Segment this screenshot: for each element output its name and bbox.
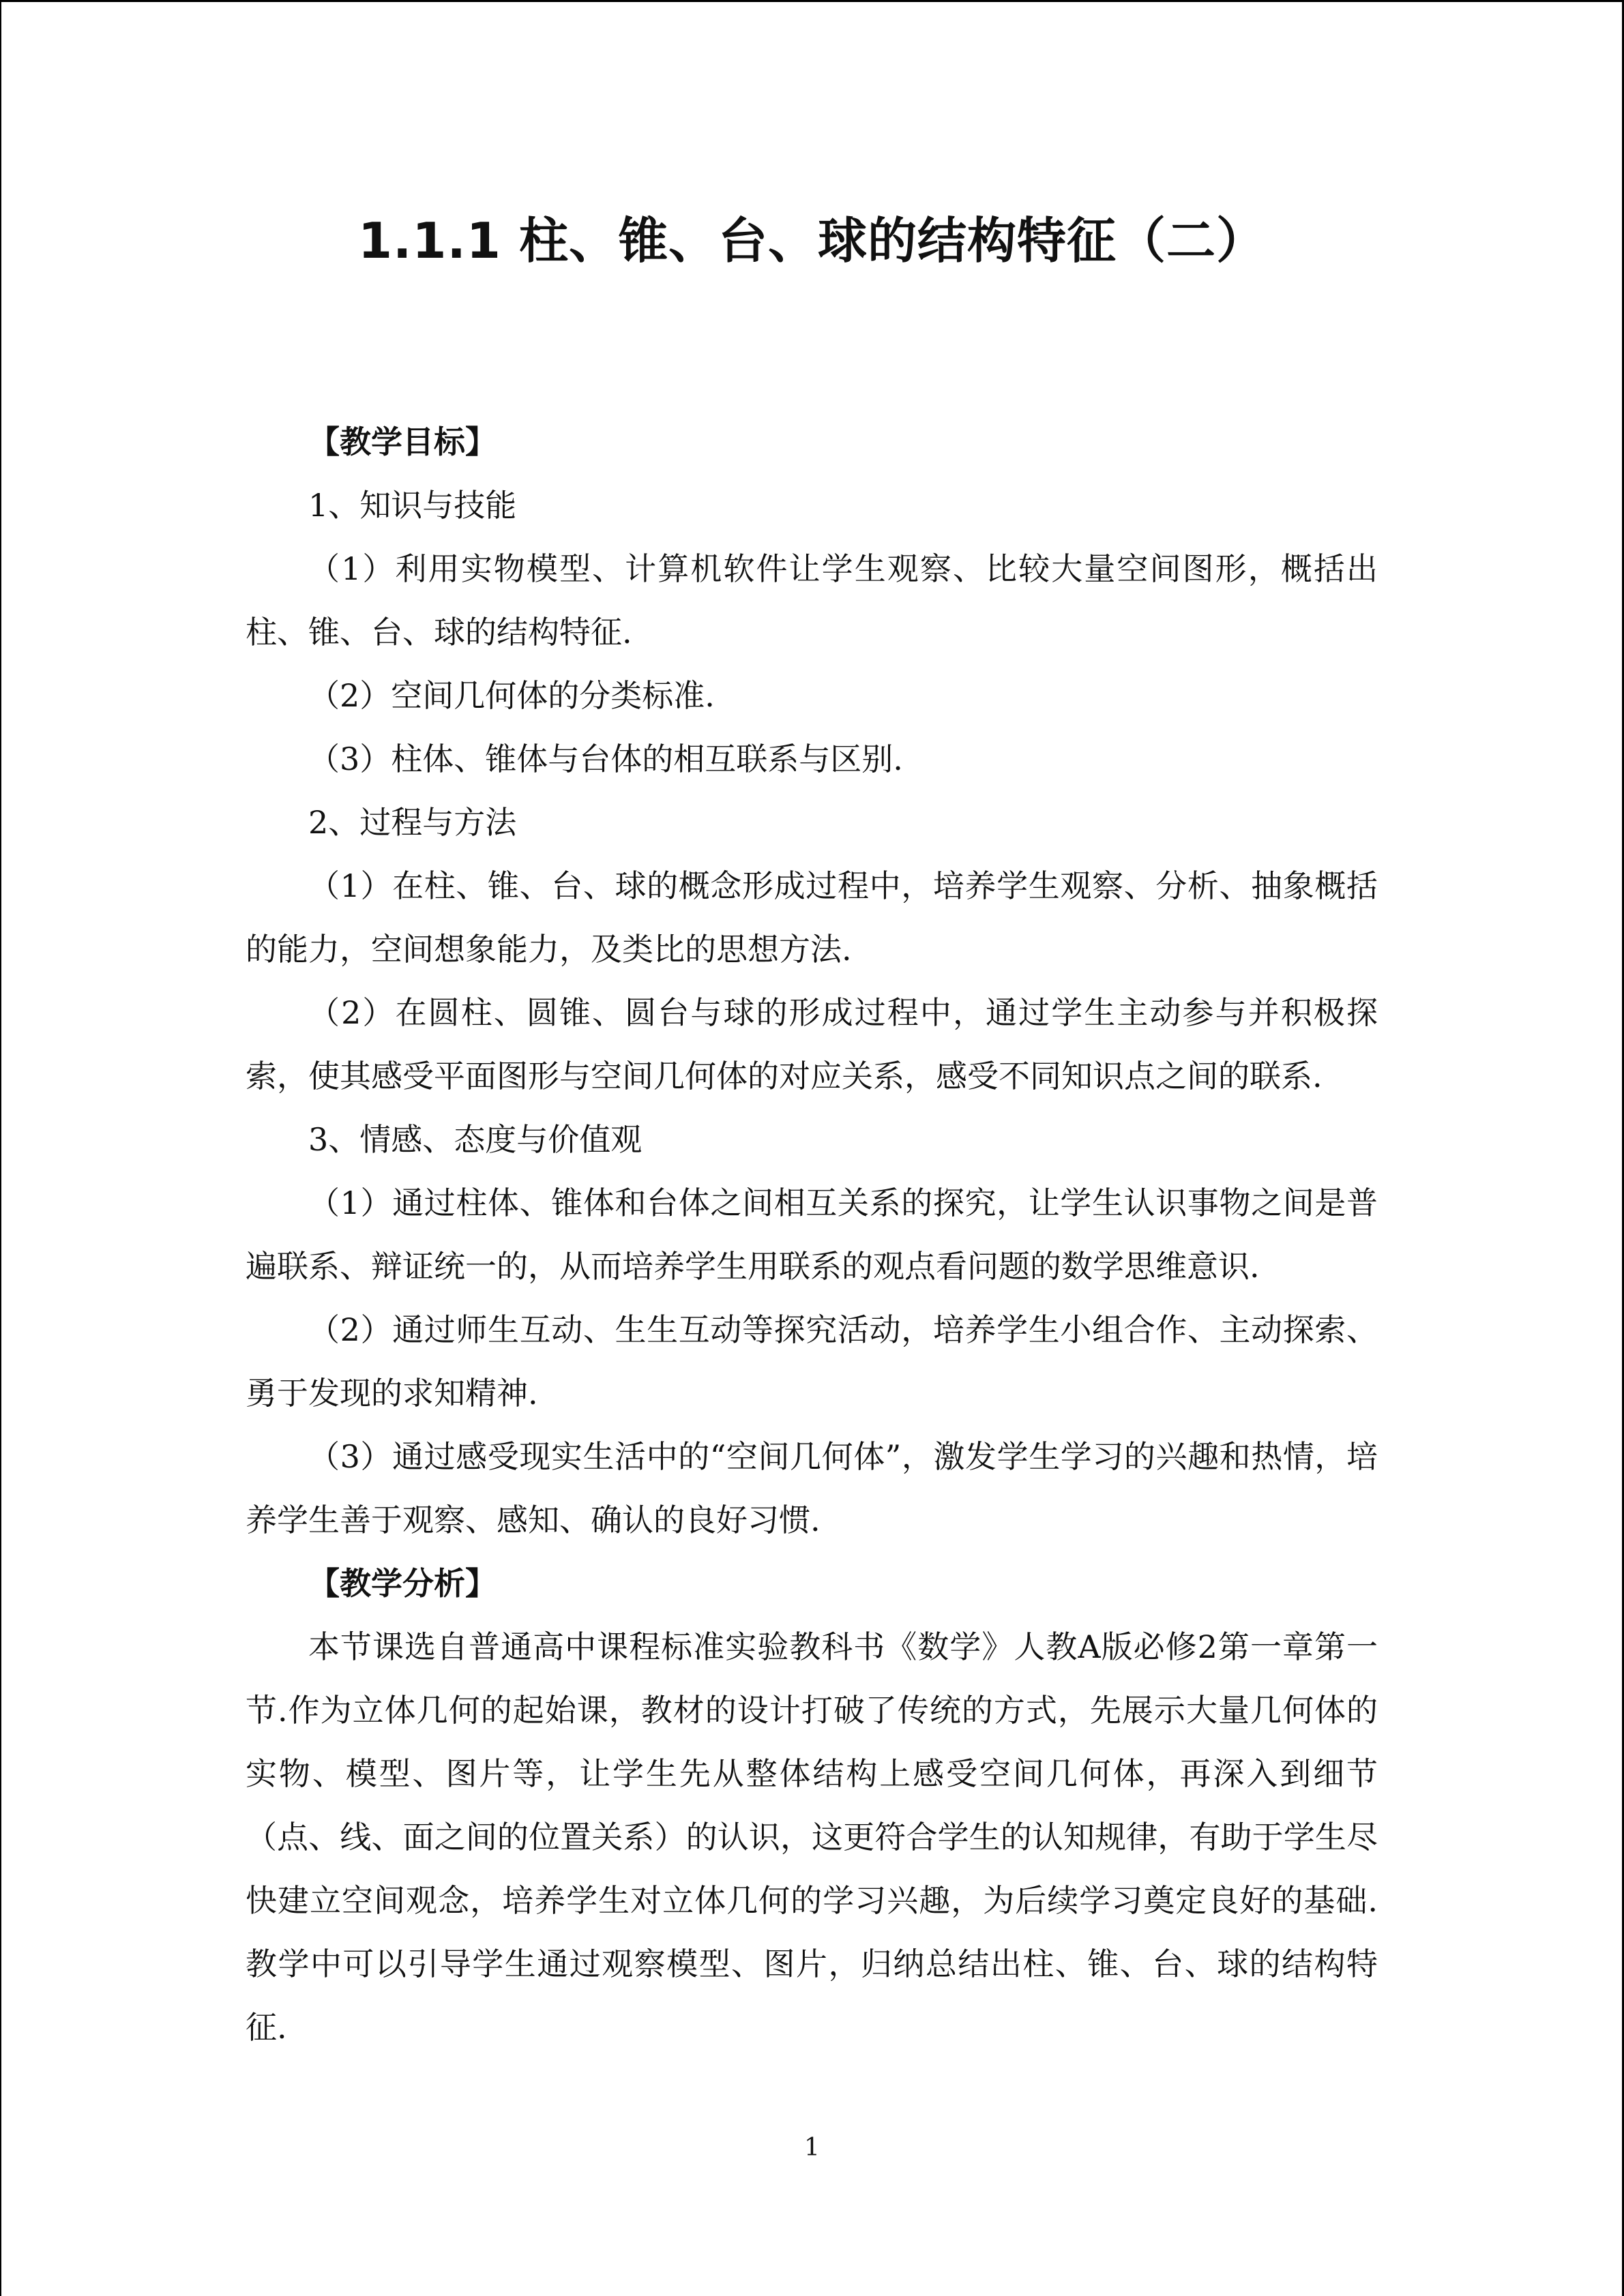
page-title: 1.1.1 柱、锥、台、球的结构特征（二） xyxy=(357,212,1267,269)
paragraph: 2、过程与方法 xyxy=(308,804,517,841)
paragraph: （1）通过柱体、锥体和台体之间相互关系的探究，让学生认识事物之间是普遍联系、辩证统一的，从而培养学生用联系的观点看问题的数学思维意识. xyxy=(246,1184,1378,1285)
paragraph: （1）在柱、锥、台、球的概念形成过程中，培养学生观察、分析、抽象概括的能力，空间想象能力，及类比的思想方法. xyxy=(246,867,1378,968)
page-number: 1 xyxy=(804,2134,820,2162)
section-heading: 【教学目标】 xyxy=(308,423,497,460)
paragraph: （3）柱体、锥体与台体的相互联系与区别. xyxy=(308,741,903,777)
paragraph: （2）空间几何体的分类标准. xyxy=(308,677,715,714)
paragraph: （3）通过感受现实生活中的“空间几何体”，激发学生学习的兴趣和热情，培养学生善于观察、感知、确认的良好习惯. xyxy=(246,1438,1378,1538)
paragraph: 1、知识与技能 xyxy=(308,487,517,524)
paragraph: 本节课选自普通高中课程标准实验教科书《数学》人教A版必修2第一章第一节.作为立体几何的起始课，教材的设计打破了传统的方式，先展示大量几何体的实物、模型、图片等，让学生先从整体结构上感受空间几何体，再深入到细节（点、线、面之间的位置关系）的认识，这更符合学生的认知规律，有助于学生尽快建立空间观念，培养学生对立体几何的学习兴趣，为后续学习奠定良好的基础.教学中可以引导学生通过观察模型、图片，归纳总结出柱、锥、台、球的结构特征. xyxy=(246,1628,1378,2046)
document-body xyxy=(246,411,1378,2059)
paragraph: （1）利用实物模型、计算机软件让学生观察、比较大量空间图形，概括出柱、锥、台、球的结构特征. xyxy=(246,550,1378,651)
paragraph: 3、情感、态度与价值观 xyxy=(308,1121,643,1158)
paragraph: （2）在圆柱、圆锥、圆台与球的形成过程中，通过学生主动参与并积极探索，使其感受平面图形与空间几何体的对应关系，感受不同知识点之间的联系. xyxy=(246,994,1378,1094)
paragraph: （2）通过师生互动、生生互动等探究活动，培养学生小组合作、主动探索、勇于发现的求知精神. xyxy=(246,1311,1378,1412)
section-heading: 【教学分析】 xyxy=(308,1565,497,1602)
